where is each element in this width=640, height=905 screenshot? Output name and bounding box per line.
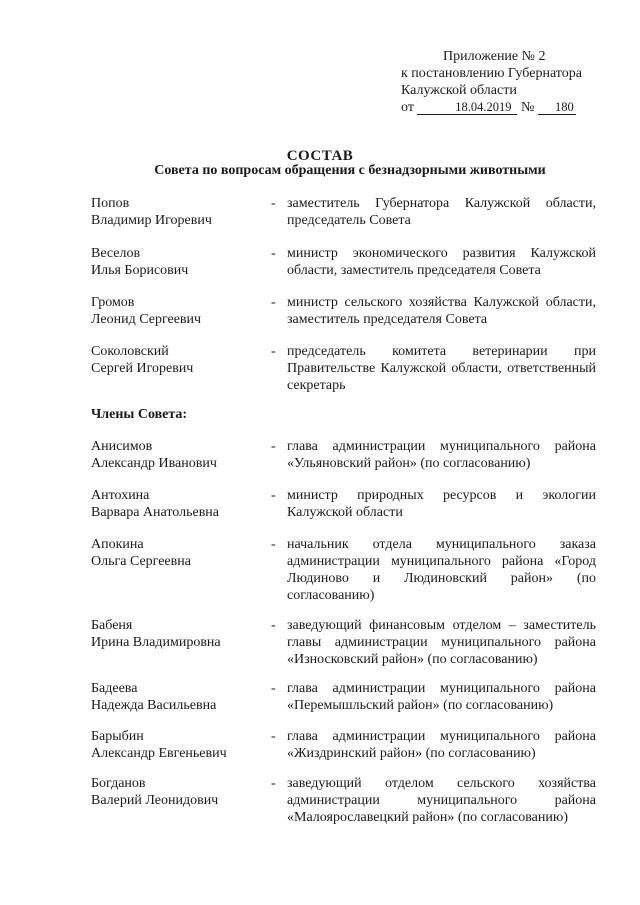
dash-separator: -	[271, 537, 276, 552]
member-role: председатель комитета ветеринарии при Правительстве Калужской области, ответственный секретарь	[287, 344, 596, 393]
member-surname: Бабеня	[91, 618, 133, 633]
member-given-name: Валерий Леонидович	[91, 793, 219, 808]
member-given-name: Владимир Игоревич	[91, 213, 212, 228]
member-name	[91, 617, 266, 651]
member-name	[91, 487, 266, 521]
member-given-name: Ирина Владимировна	[91, 635, 221, 650]
member-role: глава администрации муниципального района «Жиздринский район» (по согласованию)	[287, 729, 596, 761]
member-surname: Богданов	[91, 776, 146, 791]
document-title: СОСТАВ	[286, 148, 354, 164]
member-role: министр экономического развития Калужской области, заместитель председателя Совета	[287, 246, 596, 278]
appendix-header	[401, 48, 601, 116]
member-name	[91, 343, 266, 377]
member-role: заведующий отделом сельского хозяйства администрации муниципального района «Малоярославецкий район» (по согласованию)	[287, 776, 596, 825]
member-name	[91, 294, 266, 328]
member-name	[91, 195, 266, 229]
appendix-doc-number: 180	[538, 100, 576, 115]
appendix-date: 18.04.2019	[417, 100, 517, 115]
dash-separator: -	[271, 618, 276, 633]
member-role: министр природных ресурсов и экологии Калужской области	[287, 488, 596, 520]
dash-separator: -	[271, 196, 276, 211]
dash-separator: -	[271, 439, 276, 454]
member-role: глава администрации муниципального района «Перемышльский район» (по согласованию)	[287, 681, 596, 713]
member-surname: Анисимов	[91, 439, 153, 454]
appendix-number: Приложение № 2	[443, 49, 546, 64]
member-name	[91, 536, 266, 570]
dash-separator: -	[271, 295, 276, 310]
member-role: министр сельского хозяйства Калужской области, заместитель председателя Совета	[287, 295, 596, 327]
dash-separator: -	[271, 729, 276, 744]
member-given-name: Леонид Сергеевич	[91, 312, 202, 327]
member-surname: Апокина	[91, 537, 144, 552]
member-given-name: Сергей Игоревич	[91, 361, 194, 376]
appendix-region: Калужской области	[401, 83, 517, 98]
member-given-name: Варвара Анатольевна	[91, 505, 220, 520]
appendix-resolution: к постановлению Губернатора	[401, 66, 582, 81]
appendix-date-line	[401, 99, 601, 116]
member-role: глава администрации муниципального района «Ульяновский район» (по согласованию)	[287, 439, 596, 471]
dash-separator: -	[271, 246, 276, 261]
dash-separator: -	[271, 344, 276, 359]
date-prefix: от	[401, 100, 414, 115]
dash-separator: -	[271, 681, 276, 696]
member-surname: Попов	[91, 196, 130, 211]
member-role: начальник отдела муниципального заказа администрации муниципального района «Город Людиново и Людиновский район» (по согласованию)	[287, 537, 596, 603]
member-given-name: Илья Борисович	[91, 263, 189, 278]
member-name	[91, 728, 266, 762]
member-name	[91, 245, 266, 279]
member-surname: Антохина	[91, 488, 150, 503]
document-subtitle: Совета по вопросам обращения с безнадзорными животными	[154, 163, 546, 178]
member-name	[91, 438, 266, 472]
member-name	[91, 680, 266, 714]
member-surname: Бадеева	[91, 681, 138, 696]
dash-separator: -	[271, 776, 276, 791]
member-given-name: Надежда Васильевна	[91, 698, 217, 713]
member-surname: Громов	[91, 295, 135, 310]
number-sign: №	[520, 100, 535, 115]
dash-separator: -	[271, 488, 276, 503]
member-surname: Веселов	[91, 246, 141, 261]
member-given-name: Александр Иванович	[91, 456, 217, 471]
member-name	[91, 775, 266, 809]
member-given-name: Ольга Сергеевна	[91, 554, 191, 569]
member-surname: Соколовский	[91, 344, 169, 359]
member-role: заведующий финансовым отделом – заместитель главы администрации муниципального района «Износковский район» (по согласованию)	[287, 618, 596, 667]
member-surname: Барыбин	[91, 729, 144, 744]
members-heading: Члены Совета:	[91, 407, 188, 422]
member-role: заместитель Губернатора Калужской области, председатель Совета	[287, 196, 596, 228]
member-given-name: Александр Евгеньевич	[91, 746, 227, 761]
